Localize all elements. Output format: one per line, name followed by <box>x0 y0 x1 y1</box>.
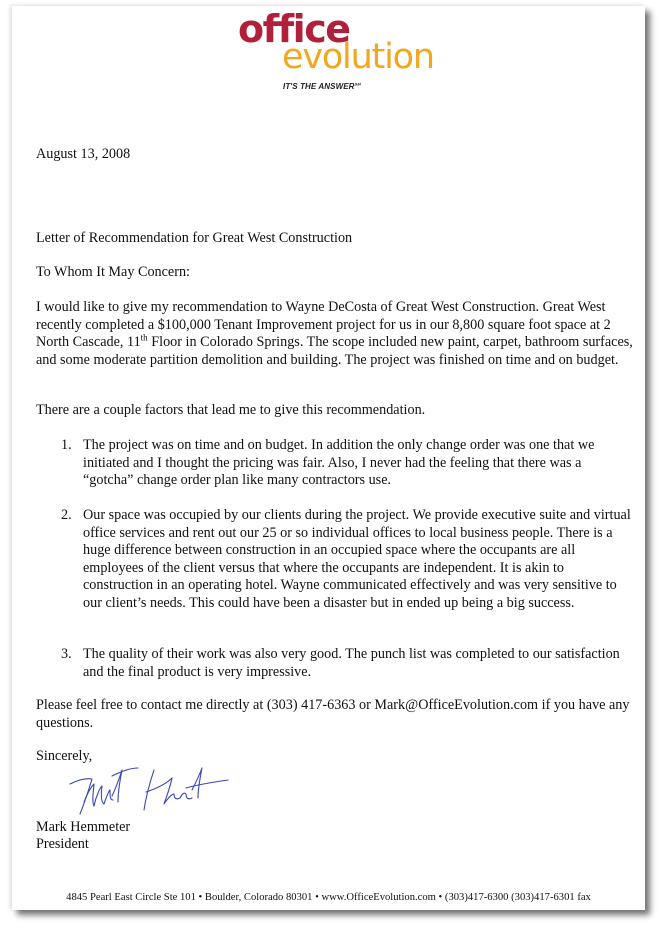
contact-paragraph: Please feel free to contact me directly at (303) 417-6363 or Mark@OfficeEvolution.com if you have any questions. <box>36 697 630 731</box>
company-logo <box>238 7 458 102</box>
list-text: The project was on time and on budget. In addition the only change order was one that we initiated and I thought the pricing was fair. Also, I never had the feeling that there was a “gotcha” change order plan like many contractors use. <box>83 437 595 488</box>
ordinal-superscript: th <box>140 332 148 343</box>
letter-date: August 13, 2008 <box>36 146 131 162</box>
list-item <box>61 646 631 681</box>
closing: Sincerely, <box>36 748 93 764</box>
signer-name: Mark Hemmeter <box>36 819 131 835</box>
list-item <box>61 437 631 490</box>
handwritten-signature <box>68 762 248 822</box>
list-number: 3. <box>61 646 72 662</box>
list-number: 2. <box>61 507 72 523</box>
logo-word-evolution: evolution <box>282 37 434 77</box>
list-item <box>61 507 631 612</box>
logo-word-office: office <box>238 7 350 51</box>
tagline-text: IT'S THE ANSWER <box>283 82 355 91</box>
intro-text-part1: I would like to give my recommendation to Wayne DeCosta of Great West Construction. Great West recently completed a $100,000 Tenant Improvement project for us in our 8,800 square foot space at 2 North Cascade, 11 <box>36 299 611 350</box>
salutation: To Whom It May Concern: <box>36 264 190 280</box>
intro-paragraph <box>36 299 636 369</box>
letter-page <box>12 6 645 910</box>
list-text: The quality of their work was also very good. The punch list was completed to our satisfaction and the final product is very impressive. <box>83 646 620 680</box>
letterhead-footer: 4845 Pearl East Circle Ste 101 • Boulder, Colorado 80301 • www.OfficeEvolution.com • (303)417-6300 (303)417-6301 fax <box>66 892 591 903</box>
list-text: Our space was occupied by our clients during the project. We provide executive suite and virtual office services and rent out our 25 or so individual offices to local business people. There is a huge difference between construction in an occupied space where the occupants are all employees of the client versus that where the occupants are independent. It is akin to construction in an operating hotel. Wayne communicated effectively and was very sensitive to our client’s needs. This could have been a disaster but in ended up being a big success. <box>83 507 631 611</box>
factors-intro: There are a couple factors that lead me to give this recommendation. <box>36 402 426 418</box>
service-mark: SM <box>354 81 361 87</box>
intro-text-part2: Floor in Colorado Springs. The scope included new paint, carpet, bathroom surfaces, and some moderate partition demolition and building. The project was finished on time and on budget. <box>36 334 633 368</box>
letter-subject: Letter of Recommendation for Great West Construction <box>36 230 353 246</box>
logo-tagline <box>283 82 361 91</box>
signer-title: President <box>36 836 89 852</box>
list-number: 1. <box>61 437 72 453</box>
